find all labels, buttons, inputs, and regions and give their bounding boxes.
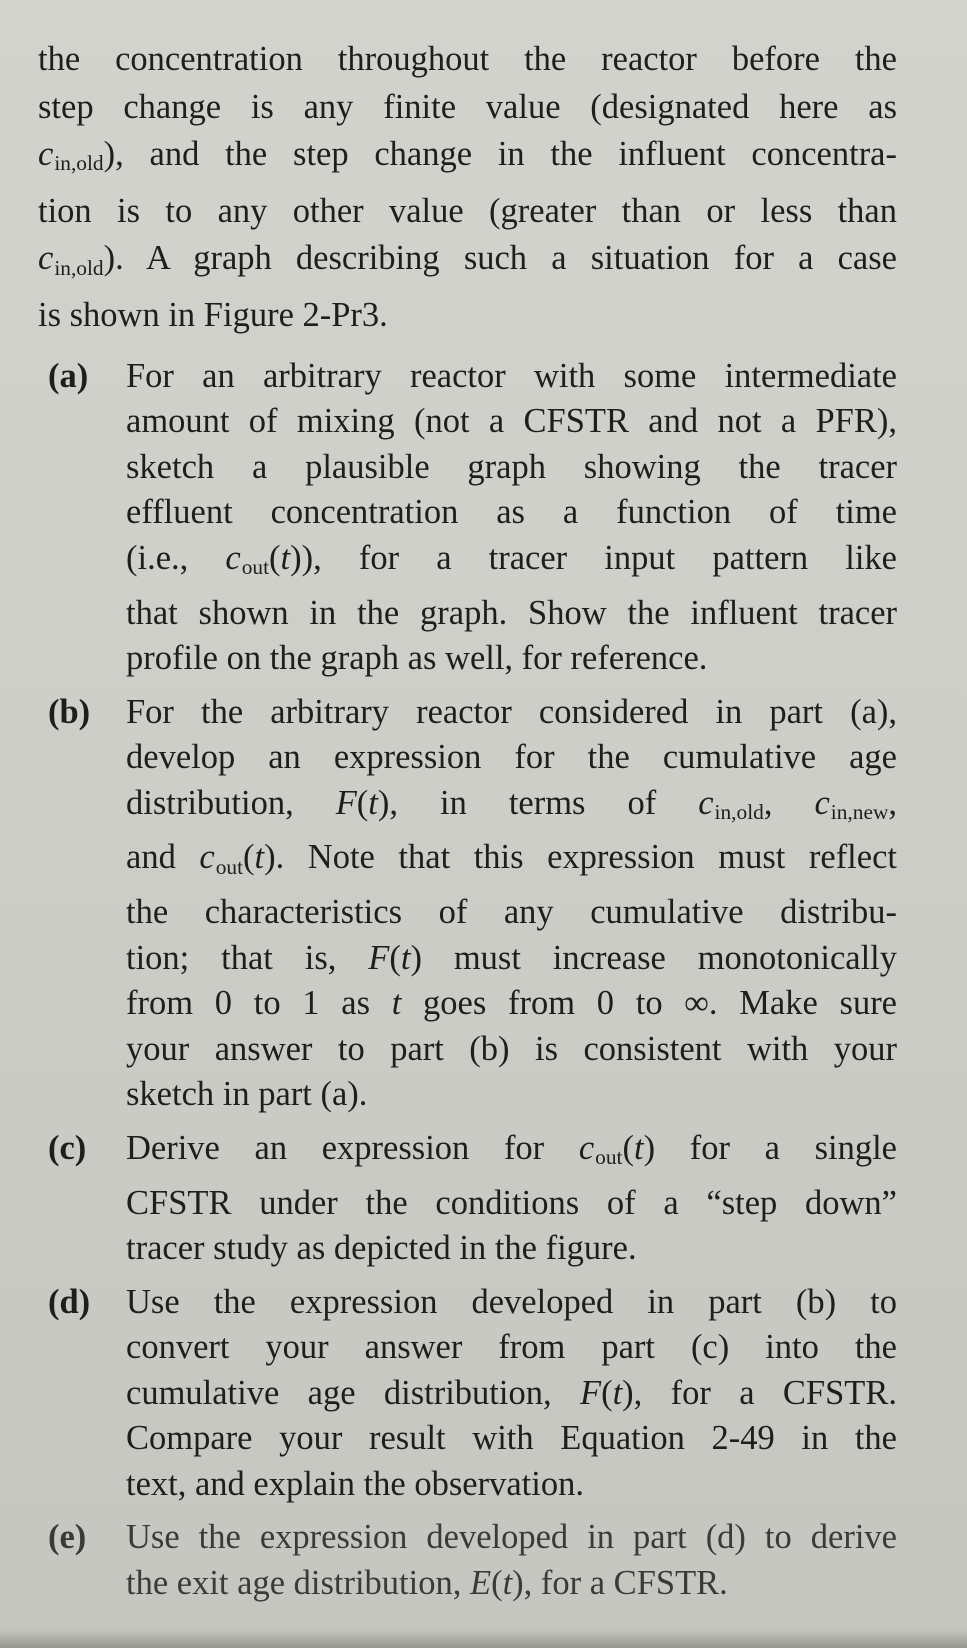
intro-line: the concentration throughout the reactor before the bbox=[38, 40, 897, 78]
item-text: For the arbitrary reactor considered in part (a), develop an expression for the cumulative age distribution, F(t), in terms of $c_{in,old}$, $c_{in,new}$, and $c_{out}(t)$. Note that this expression must reflect the characteristics of any cumulative distribu- tion; that is, F(t) must increase monotonically from 0 to 1 as t goes from 0 to ∞. Make sure your answer to part (b) is consistent with your sketch in part (a). bbox=[126, 692, 898, 1114]
item-text: Use the expression developed in part (d) to derive the exit age distribution, E(t), for a CFSTR. bbox=[126, 1518, 897, 1602]
item-text: For an arbitrary reactor with some intermediate amount of mixing (not a CFSTR and not a PFR), sketch a plausible graph showing the tracer effluent concentration as a function of time (i.e., $c_{out}(t)$), for a tracer input pattern like that shown in the graph. Show the influent tracer profile on the graph as well, for reference. bbox=[126, 356, 897, 678]
intro-line: $c_{in,old}$), and the step change in the influent concentra- bbox=[38, 135, 897, 176]
question-list bbox=[38, 354, 897, 1606]
question-item-e bbox=[38, 1515, 897, 1606]
intro-paragraph bbox=[38, 36, 897, 340]
item-label: (a) bbox=[48, 356, 89, 395]
item-label: (c) bbox=[48, 1128, 87, 1167]
question-item-c bbox=[38, 1126, 897, 1272]
item-text: Derive an expression for $c_{out}(t)$ for a single CFSTR under the conditions of a “step down” tracer study as depicted in the figure. bbox=[126, 1128, 897, 1268]
intro-line: tion is to any other value (greater than or less than bbox=[38, 191, 897, 230]
question-item-b bbox=[38, 690, 897, 1118]
page-bottom-edge bbox=[0, 1630, 967, 1648]
item-text: Use the expression developed in part (b) to convert your answer from part (c) into the cumulative age distribution, F(t), for a CFSTR. Compare your result with Equation 2-49 in the text, and explain the observation. bbox=[126, 1282, 898, 1503]
item-label: (e) bbox=[48, 1518, 87, 1557]
intro-line: is shown in Figure 2-Pr3. bbox=[38, 296, 388, 335]
intro-line: $c_{in,old}$). A graph describing such a situation for a case bbox=[38, 239, 897, 280]
question-item-a bbox=[38, 354, 897, 682]
item-label: (b) bbox=[48, 692, 91, 731]
item-label: (d) bbox=[48, 1282, 91, 1321]
intro-line: step change is any finite value (designated here as bbox=[38, 87, 897, 126]
question-item-d bbox=[38, 1280, 897, 1508]
